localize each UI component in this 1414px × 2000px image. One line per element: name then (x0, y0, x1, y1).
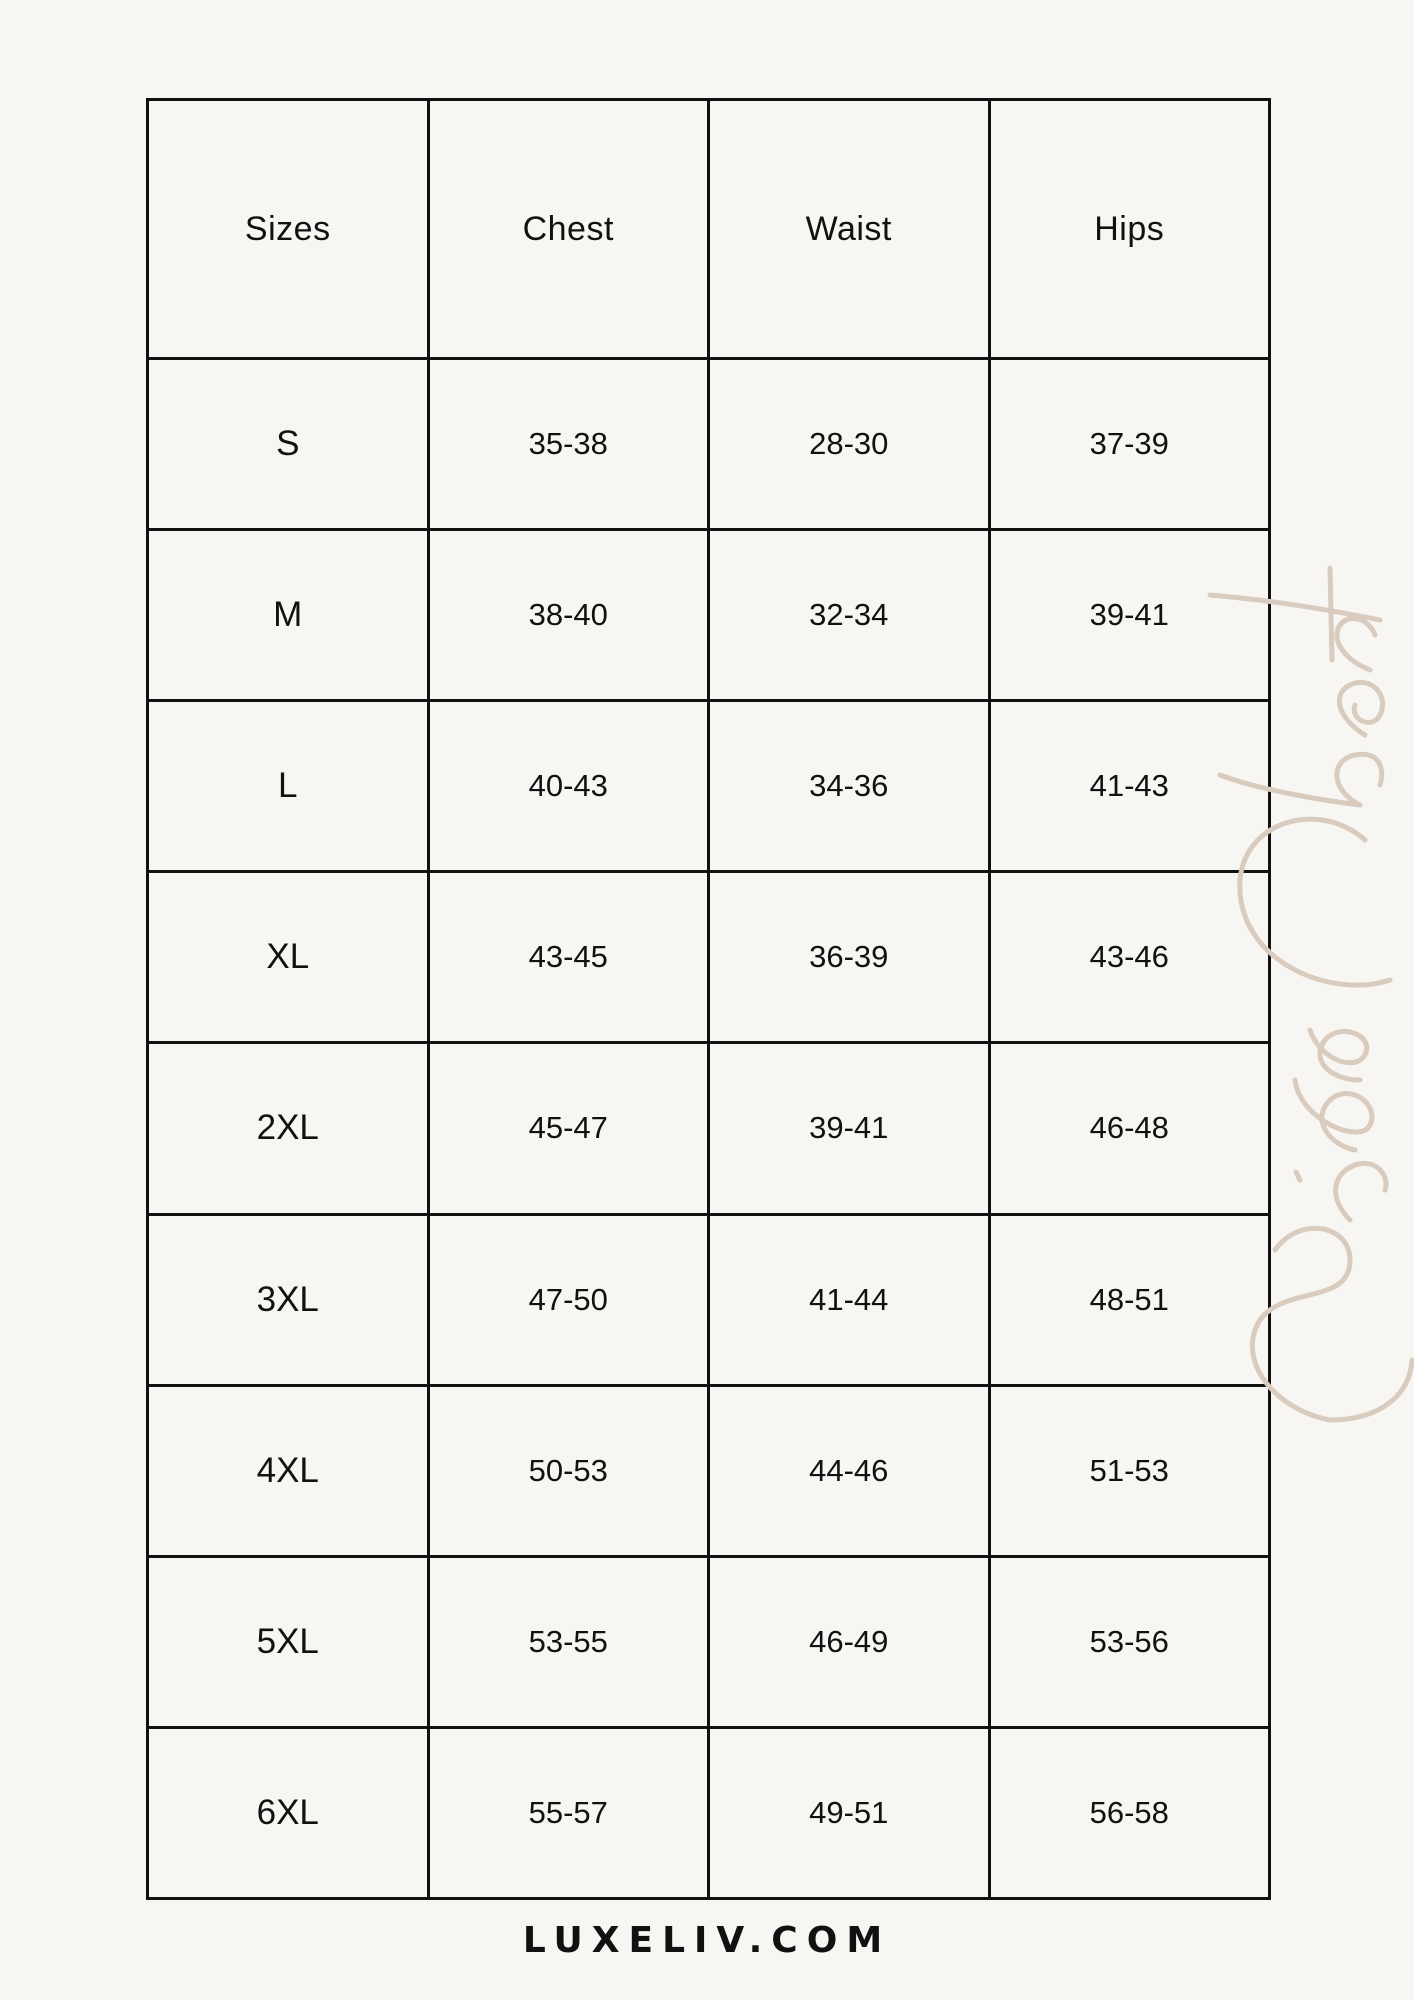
hips-cell: 46-48 (989, 1043, 1270, 1214)
size-cell: 5XL (148, 1556, 429, 1727)
table-row (148, 530, 1270, 701)
footer-website: LUXELIV.COM (522, 1920, 892, 1961)
size-cell: L (148, 701, 429, 872)
header-chest: Chest (428, 100, 709, 359)
size-cell: 4XL (148, 1385, 429, 1556)
chest-cell: 40-43 (428, 701, 709, 872)
hips-cell: 41-43 (989, 701, 1270, 872)
waist-cell: 41-44 (709, 1214, 990, 1385)
waist-cell: 34-36 (709, 701, 990, 872)
table-row (148, 1214, 1270, 1385)
waist-cell: 39-41 (709, 1043, 990, 1214)
size-cell: XL (148, 872, 429, 1043)
size-cell: S (148, 359, 429, 530)
header-row (148, 100, 1270, 359)
table-row (148, 872, 1270, 1043)
chest-cell: 45-47 (428, 1043, 709, 1214)
waist-cell: 44-46 (709, 1385, 990, 1556)
size-cell: 2XL (148, 1043, 429, 1214)
hips-cell: 51-53 (989, 1385, 1270, 1556)
waist-cell: 28-30 (709, 359, 990, 530)
header-sizes: Sizes (148, 100, 429, 359)
chest-cell: 38-40 (428, 530, 709, 701)
hips-cell: 43-46 (989, 872, 1270, 1043)
chest-cell: 43-45 (428, 872, 709, 1043)
chest-cell: 35-38 (428, 359, 709, 530)
size-chart-table (146, 98, 1271, 1900)
size-cell: M (148, 530, 429, 701)
size-cell: 3XL (148, 1214, 429, 1385)
table-row (148, 1556, 1270, 1727)
chest-cell: 50-53 (428, 1385, 709, 1556)
chest-cell: 53-55 (428, 1556, 709, 1727)
hips-cell: 53-56 (989, 1556, 1270, 1727)
chest-cell: 47-50 (428, 1214, 709, 1385)
header-hips: Hips (989, 100, 1270, 359)
header-waist: Waist (709, 100, 990, 359)
hips-cell: 48-51 (989, 1214, 1270, 1385)
waist-cell: 46-49 (709, 1556, 990, 1727)
table-row (148, 359, 1270, 530)
size-cell: 6XL (148, 1727, 429, 1898)
watermark-text: Size Chart (1180, 560, 1185, 561)
waist-cell: 49-51 (709, 1727, 990, 1898)
hips-cell: 37-39 (989, 359, 1270, 530)
table-row (148, 701, 1270, 872)
waist-cell: 36-39 (709, 872, 990, 1043)
hips-cell: 39-41 (989, 530, 1270, 701)
table-row (148, 1727, 1270, 1898)
chest-cell: 55-57 (428, 1727, 709, 1898)
hips-cell: 56-58 (989, 1727, 1270, 1898)
waist-cell: 32-34 (709, 530, 990, 701)
table-row (148, 1385, 1270, 1556)
table-row (148, 1043, 1270, 1214)
